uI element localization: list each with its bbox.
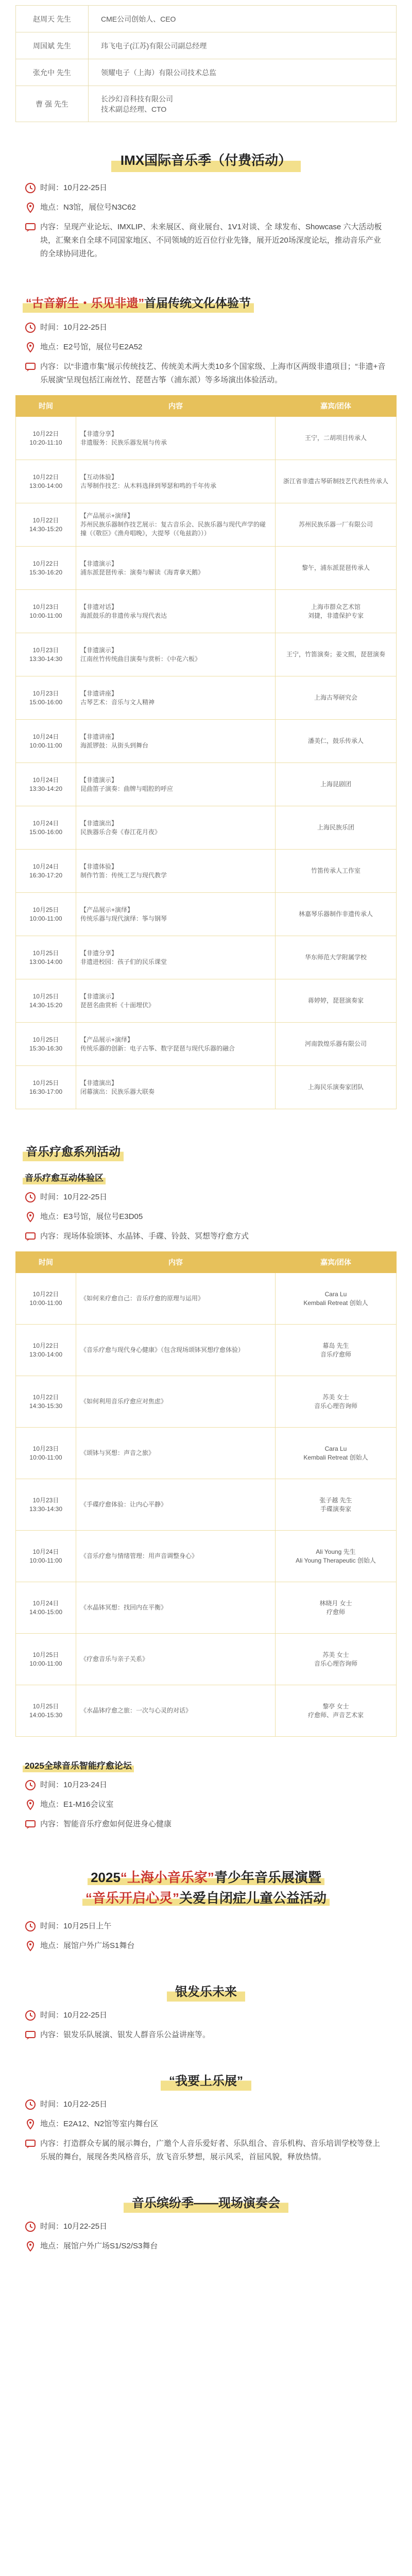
- table-row: [16, 503, 397, 547]
- speaker-name: 周国斌 先生: [16, 32, 89, 59]
- col-content: 内容: [76, 396, 276, 417]
- imx-title: IMX国际音乐季（付费活动）: [111, 147, 301, 172]
- therapy-heading: [23, 1140, 397, 1161]
- clock-icon: [25, 2099, 36, 2110]
- table-row: [16, 1582, 397, 1634]
- row-content: 【产品展示+演绎】 苏州民族乐器制作技艺展示：复古音乐会、民族乐器与现代声学的碰撞（《敬臣》《渔舟唱晚》，大提琴（《龟兹韵》））: [76, 503, 276, 547]
- row-content: 【非遗对话】 海派鼓乐的非遗传承与现代表达: [76, 590, 276, 633]
- message-icon: [25, 1231, 36, 1242]
- table-row: [16, 806, 397, 850]
- table-row: [16, 1023, 397, 1066]
- row-time: 10月25日 14:30-15:20: [16, 979, 76, 1023]
- row-time: 10月25日 14:00-15:30: [16, 1685, 76, 1737]
- speaker-row: [16, 32, 397, 59]
- silver-time: 时间：10月22-25日: [25, 2009, 397, 2022]
- speaker-name: 张允中 先生: [16, 59, 89, 86]
- row-content: 【非遗演出】 闭幕演出：民族乐器大联奏: [76, 1066, 276, 1109]
- silver-heading: 银发乐未来: [15, 1979, 397, 2002]
- carnival-time: 时间：10月22-25日: [25, 2220, 397, 2233]
- row-guest: 张子越 先生 手碟演奏家: [276, 1479, 397, 1531]
- message-icon: [25, 361, 36, 372]
- row-guest: 上海民乐演奏家团队: [276, 1066, 397, 1109]
- row-time: 10月24日 14:00-15:00: [16, 1582, 76, 1634]
- table-row: [16, 417, 397, 460]
- concert-heading: 2025“上海小音乐家”青少年音乐展演暨 “音乐开启心灵”关爱自闭症儿童公益活动: [15, 1867, 397, 1908]
- row-guest: 幕岛 先生 音乐疗愈师: [276, 1325, 397, 1376]
- row-content: 【产品展示+演绎】 传统乐器的创新：电子古筝、数字琵琶与现代乐器的融合: [76, 1023, 276, 1066]
- row-time: 10月25日 10:00-11:00: [16, 1634, 76, 1685]
- col-guest: 嘉宾/团体: [276, 396, 397, 417]
- row-time: 10月22日 13:00-14:00: [16, 1325, 76, 1376]
- row-time: 10月25日 16:30-17:00: [16, 1066, 76, 1109]
- therapy-schedule-table: [15, 1251, 397, 1737]
- row-content: 《如何来疗愈自己：音乐疗愈的原理与运用》: [76, 1273, 276, 1325]
- speaker-title: 领耀电子（上海）有限公司技术总监: [89, 59, 397, 86]
- row-content: 《音乐疗愈与现代身心健康》（包含现场颂钵冥想疗愈体验）: [76, 1325, 276, 1376]
- location-icon: [25, 2241, 36, 2252]
- row-content: 《音乐疗愈与情绪管理：用声音调整身心》: [76, 1531, 276, 1582]
- row-content: 《疗愈音乐与亲子关系》: [76, 1634, 276, 1685]
- location-icon: [25, 342, 36, 353]
- page: [15, 0, 397, 2253]
- table-row: [16, 1066, 397, 1109]
- heritage-schedule-table: [15, 395, 397, 1109]
- imx-time: 时间：10月22-25日: [25, 181, 397, 195]
- col-guest: 嘉宾/团体: [276, 1252, 397, 1273]
- row-guest: 上海古琴研究会: [276, 676, 397, 720]
- row-time: 10月22日 14:30-15:20: [16, 503, 76, 547]
- clock-icon: [25, 1921, 36, 1932]
- row-content: 【非遗演示】 昆曲笛子演奏：曲牌与唱腔的呼应: [76, 763, 276, 806]
- row-guest: 苏美 女士 音乐心理咨询师: [276, 1634, 397, 1685]
- row-time: 10月23日 13:30-14:30: [16, 1479, 76, 1531]
- table-row: [16, 979, 397, 1023]
- row-guest: Ali Young 先生 Ali Young Therapeutic 创始人: [276, 1531, 397, 1582]
- col-time: 时间: [16, 396, 76, 417]
- imx-place: 地点：N3馆，展位号N3C62: [25, 201, 397, 214]
- row-guest: Cara Lu Kembali Retreat 创始人: [276, 1273, 397, 1325]
- message-icon: [25, 2138, 36, 2149]
- clock-icon: [25, 1780, 36, 1791]
- happy-time: 时间：10月22-25日: [25, 2098, 397, 2111]
- row-guest: 黎亭 女士 疗愈师、声音艺术家: [276, 1685, 397, 1737]
- silver-content: 内容：银发乐队展演、银发人群音乐公益讲座等。: [25, 2028, 397, 2042]
- row-time: 10月24日 16:30-17:20: [16, 850, 76, 893]
- row-time: 10月23日 10:00-11:00: [16, 590, 76, 633]
- heritage-heading: “古音新生・乐见非遗”首届传统文化体验节: [23, 292, 397, 313]
- row-content: 【非遗演示】 江南丝竹传统曲目演奏与赏析：《中花六板》: [76, 633, 276, 676]
- heritage-time: 时间：10月22-25日: [25, 321, 397, 334]
- heritage-place: 地点：E2号馆，展位号E2A52: [25, 341, 397, 354]
- row-content: 《水晶钵疗愈之旅：一次与心灵的对话》: [76, 1685, 276, 1737]
- speaker-name: 赵周天 先生: [16, 6, 89, 32]
- clock-icon: [25, 182, 36, 194]
- table-row: [16, 1273, 397, 1325]
- row-time: 10月23日 15:00-16:00: [16, 676, 76, 720]
- therapy-title: 音乐疗愈系列活动: [23, 1140, 124, 1161]
- table-row: [16, 633, 397, 676]
- table-row: [16, 676, 397, 720]
- table-row: [16, 1428, 397, 1479]
- clock-icon: [25, 322, 36, 333]
- row-guest: 苏州民族乐器一厂有限公司: [276, 503, 397, 547]
- carnival-place: 地点：展馆户外广场S1/S2/S3舞台: [25, 2240, 397, 2253]
- row-guest: 上海民族乐团: [276, 806, 397, 850]
- speaker-row: [16, 86, 397, 122]
- row-time: 10月25日 10:00-11:00: [16, 893, 76, 936]
- speaker-title: CME公司创始人、CEO: [89, 6, 397, 32]
- row-content: 【非遗体验】 制作竹笛：传统工艺与现代教学: [76, 850, 276, 893]
- speaker-row: [16, 59, 397, 86]
- row-guest: 浙江省非遗古琴斫制技艺代表性传承人: [276, 460, 397, 503]
- row-guest: 苏美 女士 音乐心理咨询师: [276, 1376, 397, 1428]
- forum-heading: 2025全球音乐智能疗愈论坛: [23, 1757, 397, 1772]
- row-time: 10月22日 10:20-11:10: [16, 417, 76, 460]
- row-time: 10月22日 15:30-16:20: [16, 547, 76, 590]
- table-row: [16, 1531, 397, 1582]
- row-content: 【非遗分享】 非遗服务：民族乐器发展与传承: [76, 417, 276, 460]
- therapy-sub-heading: 音乐疗愈互动体验区: [23, 1170, 397, 1184]
- location-icon: [25, 202, 36, 213]
- row-content: 《如何利用音乐疗愈应对焦虑》: [76, 1376, 276, 1428]
- table-row: [16, 893, 397, 936]
- therapy-time: 时间：10月22-25日: [25, 1191, 397, 1204]
- concert-time: 时间：10月25日上午: [25, 1920, 397, 1933]
- table-row: [16, 1634, 397, 1685]
- row-time: 10月24日 10:00-11:00: [16, 1531, 76, 1582]
- row-guest: 林晓月 女士 疗愈师: [276, 1582, 397, 1634]
- row-guest: 竹笛传承人工作室: [276, 850, 397, 893]
- table-row: [16, 460, 397, 503]
- row-time: 10月22日 13:00-14:00: [16, 460, 76, 503]
- table-row: [16, 1325, 397, 1376]
- row-guest: 蒋婷婷，琵琶演奏家: [276, 979, 397, 1023]
- table-row: [16, 936, 397, 979]
- row-guest: 黎午，浦东派琵琶传承人: [276, 547, 397, 590]
- table-row: [16, 1479, 397, 1531]
- row-guest: 王宁，二胡项目传承人: [276, 417, 397, 460]
- therapy-place: 地点：E3号馆，展位号E3D05: [25, 1210, 397, 1224]
- row-time: 10月25日 13:00-14:00: [16, 936, 76, 979]
- row-guest: 华东师范大学附属学校: [276, 936, 397, 979]
- imx-heading: [15, 147, 397, 172]
- location-icon: [25, 1940, 36, 1952]
- row-guest: 林嘉琴乐器制作非遗传承人: [276, 893, 397, 936]
- table-row: [16, 1685, 397, 1737]
- message-icon: [25, 2029, 36, 2041]
- happy-heading: “我要上乐展”: [15, 2069, 397, 2091]
- row-content: 【非遗分享】 非遗进校园：孩子们的民乐课堂: [76, 936, 276, 979]
- row-time: 10月25日 15:30-16:30: [16, 1023, 76, 1066]
- row-time: 10月22日 14:30-15:30: [16, 1376, 76, 1428]
- location-icon: [25, 1211, 36, 1223]
- row-guest: 王宁，竹笛演奏；姜文熙，琵琶演奏: [276, 633, 397, 676]
- row-time: 10月24日 15:00-16:00: [16, 806, 76, 850]
- happy-place: 地点：E2A12、N2馆等室内舞台区: [25, 2117, 397, 2131]
- row-guest: 潘美仁，鼓乐传承人: [276, 720, 397, 763]
- concert-place: 地点：展馆户外广场S1舞台: [25, 1939, 397, 1953]
- table-row: [16, 763, 397, 806]
- table-row: [16, 547, 397, 590]
- clock-icon: [25, 2010, 36, 2021]
- col-time: 时间: [16, 1252, 76, 1273]
- col-content: 内容: [76, 1252, 276, 1273]
- table-row: [16, 850, 397, 893]
- row-time: 10月22日 10:00-11:00: [16, 1273, 76, 1325]
- row-content: 【非遗演示】 浦东派琵琶传承：演奏与解读《海青拿天鹅》: [76, 547, 276, 590]
- row-content: 【产品展示+演绎】 传统乐器与现代演绎：筝与钢琴: [76, 893, 276, 936]
- row-guest: 河南敦煌乐器有限公司: [276, 1023, 397, 1066]
- table-row: [16, 720, 397, 763]
- row-content: 【非遗演出】 民族器乐合奏《春江花月夜》: [76, 806, 276, 850]
- speaker-title: 长沙幻音科技有限公司 技术副总经理、CTO: [89, 86, 397, 122]
- row-content: 《颂钵与冥想：声音之旅》: [76, 1428, 276, 1479]
- forum-content: 内容：智能音乐疗愈如何促进身心健康: [25, 1818, 397, 1831]
- table-row: [16, 590, 397, 633]
- row-time: 10月24日 10:00-11:00: [16, 720, 76, 763]
- message-icon: [25, 222, 36, 233]
- carnival-heading: 音乐缤纷季——现场演奏会: [15, 2191, 397, 2213]
- speaker-row: [16, 6, 397, 32]
- forum-time: 时间：10月23-24日: [25, 1778, 397, 1792]
- row-content: 【非遗讲座】 古琴艺术：音乐与文人精神: [76, 676, 276, 720]
- heritage-content: 内容：以“非遗市集”展示传统技艺、传统美术两大类10多个国家级、上海市区两级非遗项目；“非遗+音乐展演”呈现包括江南丝竹、琵琶古筝（浦东派）等多场演出体验活动。: [25, 360, 397, 387]
- row-guest: Cara Lu Kembali Retreat 创始人: [276, 1428, 397, 1479]
- row-content: 【互动体验】 古琴制作技艺：从木料选择到琴瑟和鸣的千年传承: [76, 460, 276, 503]
- row-guest: 上海市群众艺术馆 刘捷，非遗保护专家: [276, 590, 397, 633]
- speaker-name: 曹 强 先生: [16, 86, 89, 122]
- message-icon: [25, 1819, 36, 1830]
- clock-icon: [25, 2221, 36, 2232]
- row-content: 【非遗讲座】 海派锣鼓：从街头到舞台: [76, 720, 276, 763]
- row-content: 【非遗演示】 琵琶名曲赏析《十面埋伏》: [76, 979, 276, 1023]
- row-time: 10月23日 13:30-14:30: [16, 633, 76, 676]
- row-time: 10月24日 13:30-14:20: [16, 763, 76, 806]
- table-row: [16, 1376, 397, 1428]
- row-time: 10月23日 10:00-11:00: [16, 1428, 76, 1479]
- happy-content: 内容：打造群众专属的展示舞台，广邀个人音乐爱好者、乐队组合、音乐机构、音乐培训学校等登上乐展的舞台，展现各类风格音乐，放飞音乐梦想，展示风采，首屈风貌，释放热情。: [25, 2137, 397, 2164]
- speaker-table: [15, 5, 397, 122]
- imx-content: 内容：呈现产业论坛、IMXLIP、未来展区、商业展台、1V1对谈、全 球发布、Showcase 六大活动板块，汇聚来自全球不同国家地区、不同领域的近百位行业先锋，展开近20场深度论坛，推动音乐产业的全球协同进化。: [25, 221, 397, 261]
- row-content: 《水晶钵冥想：找回内在平衡》: [76, 1582, 276, 1634]
- location-icon: [25, 1799, 36, 1810]
- speaker-title: 玮飞电子(江苏)有限公司副总经理: [89, 32, 397, 59]
- location-icon: [25, 2119, 36, 2130]
- forum-place: 地点：E1-M16会议室: [25, 1798, 397, 1811]
- row-guest: 上海昆剧团: [276, 763, 397, 806]
- row-content: 《手碟疗愈体验：让内心平静》: [76, 1479, 276, 1531]
- therapy-content: 内容：现场体验颂钵、水晶钵、手碟、铃鼓、冥想等疗愈方式: [25, 1230, 397, 1243]
- clock-icon: [25, 1192, 36, 1203]
